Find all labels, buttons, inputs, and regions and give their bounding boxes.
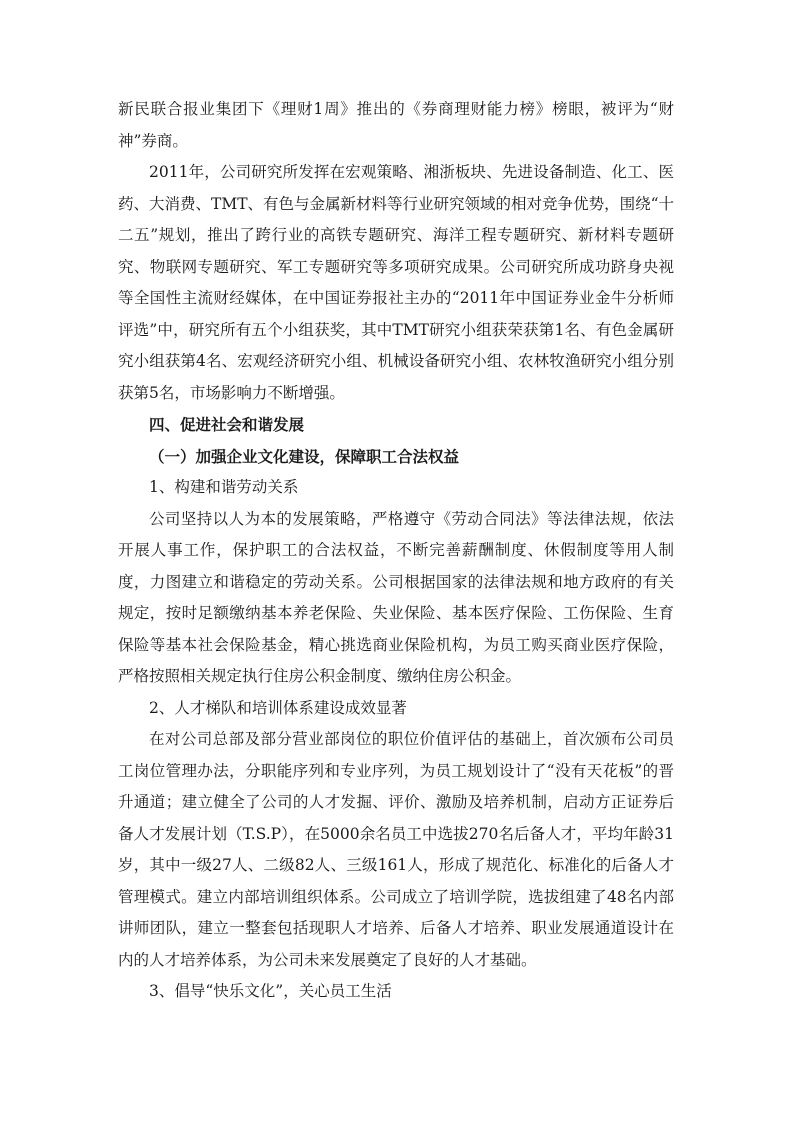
subsection-heading-4-1: （一）加强企业文化建设，保障职工合法权益 xyxy=(149,446,460,466)
paragraph-talent-training: 在对公司总部及部分营业部岗位的职位价值评估的基础上，首次颁布公司员工岗位管理办法，分职能序列和专业序列，为员工规划设计了“没有天花板”的晋升通道；建立健全了公司的人才发掘、评价、激励及培养机制，启动方正证券后备人才发展计划（T.S.P），在5000余名员工中选拔270名后备人才，平均年龄31岁，其中一级27人、二级82人、三级161人，形成了规范化、标准化的后备人才管理模式。建立内部培训组织体系。公司成立了培训学院，选拔组建了48名内部讲师团队，建立一整套包括现职人才培养、后备人才培养、职业发展通道设计在内的人才培养体系，为公司未来发展奠定了良好的人才基础。 xyxy=(118,730,674,969)
paragraph-continuation: 新民联合报业集团下《理财1周》推出的《券商理财能力榜》榜眼，被评为“财神”券商。 xyxy=(118,100,674,150)
section-heading-4: 四、促进社会和谐发展 xyxy=(149,415,305,434)
list-item-1: 1、构建和谐劳动关系 xyxy=(149,478,299,496)
document-page xyxy=(118,94,674,1008)
list-item-2: 2、人才梯队和培训体系建设成效显著 xyxy=(149,698,407,717)
paragraph-research-2011: 2011年，公司研究所发挥在宏观策略、湘浙板块、先进设备制造、化工、医药、大消费、TMT、有色与金属新材料等行业研究领域的相对竞争优势，围绕“十二五”规划，推出了跨行业的高铁专题研究、海洋工程专题研究、新材料专题研究、物联网专题研究、军工专题研究等多项研究成果。公司研究所成功跻身央视等全国性主流财经媒体，在中国证券报社主办的“2011年中国证券业金牛分析师评选”中，研究所有五个小组获奖，其中TMT研究小组获荣获第1名、有色金属研究小组获第4名、宏观经济研究小组、机械设备研究小组、农林牧渔研究小组分别获第5名，市场影响力不断增强。 xyxy=(118,163,674,402)
paragraph-labor-relations: 公司坚持以人为本的发展策略，严格遵守《劳动合同法》等法律法规，依法开展人事工作，保护职工的合法权益，不断完善薪酬制度、休假制度等用人制度，力图建立和谐稳定的劳动关系。公司根据国家的法律法规和地方政府的有关规定，按时足额缴纳基本养老保险、失业保险、基本医疗保险、工伤保险、生育保险等基本社会保险基金，精心挑选商业保险机构，为员工购买商业医疗保险，严格按照相关规定执行住房公积金制度、缴纳住房公积金。 xyxy=(118,509,674,685)
list-item-3: 3、倡导“快乐文化”，关心员工生活 xyxy=(149,982,392,1000)
